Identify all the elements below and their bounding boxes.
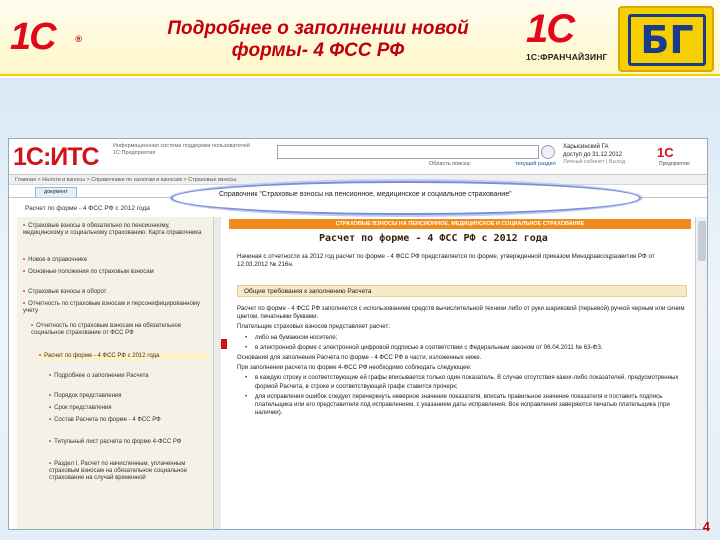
search-scope-label: Область поиска: [429,161,472,167]
slide-title-line2: формы- 4 ФСС РФ [231,40,405,61]
tree-item[interactable]: • Новое в справочнике [23,257,88,263]
body-list-item: • в электронной форме с электронной цифровой подписью в соответствии с Федеральным законом от 06.04.2011 № 63-ФЗ. [237,344,691,352]
body-paragraph: При заполнении расчета по форме 4-ФСС РФ необходимо соблюдать следующее: [237,364,472,372]
search-scope-link[interactable]: текущий раздел [515,161,556,167]
tree-item[interactable]: • Отчетность по страховым взносам и персонифицированному учету [23,301,200,314]
content-body [237,305,691,530]
tree-item[interactable]: • Срок представления [49,405,112,411]
user-name: Харысинский ГА [563,144,609,150]
tree-item[interactable]: • Состав Расчета по форме - 4 ФСС РФ [49,417,161,423]
tree-item-label: Новое в справочнике [28,257,88,263]
logo-franchise-mark: 1С [526,7,574,51]
slide-title-line1: Подробнее о заполнении новой [167,18,469,39]
search-icon[interactable] [541,145,555,159]
slide-title [118,18,518,62]
logo-1c-franchise [526,6,614,72]
tree-item-label: Раздел I. Расчет по начисленным, уплаченным страховым взносам на обязательное социальное страхование на случай временной [49,461,188,481]
tree-item-label: Основные положения по страховым взносам [28,269,154,275]
tree-item[interactable]: • Титульный лист расчета по форме 4-ФСС РФ [49,439,182,445]
current-position-marker [221,339,227,349]
contents-tree [17,217,217,530]
its-description: Информационная система поддержки пользователей 1С:Предприятия [113,143,250,156]
tree-item[interactable]: • Порядок представления [49,393,122,399]
tree-scrollbar[interactable] [213,217,221,530]
tree-item-label: Титульный лист расчета по форме 4-ФСС РФ [54,439,182,445]
logo-1c-enterprise: 1С [657,145,674,160]
tree-item[interactable]: • Отчетность по страховым взносам на обязательное социальное страхование от ФСС РФ [31,323,182,336]
document-title: Расчет по форме - 4 ФСС РФ с 2012 года [25,205,150,212]
its-screenshot [8,138,708,530]
account-links[interactable]: Личный кабинет | Выход [563,159,626,165]
its-logo[interactable]: 1С:ИТС [13,143,99,171]
its-header [9,139,708,175]
tree-item[interactable]: • Подробнее о заполнении Расчета [49,373,149,379]
tree-item-label: Срок представления [54,405,112,411]
search-input[interactable] [277,145,539,159]
logo-bg [618,6,714,72]
tree-item[interactable]: • Страховые взносы в оборот [23,289,107,295]
logo-1c-enterprise-caption: Предприятие [659,161,690,167]
tree-item[interactable]: • Основные положения по страховым взносам [23,269,154,275]
tree-item-label: Отчетность по страховым взносам и персонифицированному учету [23,301,200,314]
scrollbar-thumb[interactable] [698,221,706,261]
tree-item-label: Отчетность по страховым взносам на обязательное социальное страхование от ФСС РФ [31,323,182,336]
breadcrumb[interactable]: Главная > Налоги и взносы > Справочники по налогам и взносам > Страховые взносы [9,175,708,185]
callout-text: Справочник "Страховые взносы на пенсионное, медицинское и социальное страхование" [219,191,512,198]
tree-item[interactable]: • Страховые взносы в обязательно по пенсионному, медицинскому и социальному страхованию. Карта справочника [23,223,202,236]
content-scrollbar[interactable] [695,217,708,530]
tree-item-label: Расчет по форме - 4 ФСС РФ с 2012 года [44,353,160,359]
body-paragraph: Основания для заполнения Расчета по форме - 4 ФСС РФ в части, изложенных ниже. [237,354,482,362]
logo-bg-mark: БГ [628,14,706,66]
callout-cloud [171,181,641,215]
body-list-item: • в каждую строку и соответствующие ей графы вписывается только один показатель. В случае отсутствия каких-либо показателей, предусмотренных формой Расчета, в строке и соответствующей графе ставится прочерк; [237,374,691,390]
slide-header [0,0,720,76]
tree-item-label: Подробнее о заполнении Расчета [54,373,149,379]
page-number: 4 [702,519,710,534]
logo-1c-text: 1С [10,16,55,58]
content-intro: Начиная с отчетности за 2012 год расчет по форме - 4 ФСС РФ представляется по форме, утвержденной приказом Минздравсоцразвития РФ от 12.03.2012 № 216н. [237,253,655,268]
body-paragraph: Плательщик страховых взносов представляет расчет: [237,323,390,331]
section-heading: Общие требования к заполнению Расчета [237,285,687,297]
logo-franchise-caption: 1С:ФРАНЧАЙЗИНГ [526,52,608,62]
body-list-item: • либо на бумажном носителе; [237,334,691,342]
content-title: Расчет по форме - 4 ФСС РФ с 2012 года [319,233,548,244]
tree-item-selected[interactable]: • Расчет по форме - 4 ФСС РФ с 2012 года [39,353,209,360]
tree-item-label: Состав Расчета по форме - 4 ФСС РФ [54,417,161,423]
tab-document[interactable]: документ [35,187,77,197]
tree-item-label: Порядок представления [54,393,122,399]
tree-item[interactable]: • Раздел I. Расчет по начисленным, уплаченным страховым взносам на обязательное социальное страхование на случай временной [49,461,188,481]
user-info [563,143,622,159]
tree-item-label: Страховые взносы в обязательно по пенсионному, медицинскому и социальному страхованию. Карта справочника [23,223,202,236]
body-paragraph: Расчет по форме - 4 ФСС РФ заполняется с использованием средств вычислительной техники либо от руки шариковой (перьевой) ручкой черным или синим цветом, печатными буквами. [237,305,685,321]
content-banner: СТРАХОВЫЕ ВЗНОСЫ НА ПЕНСИОННОЕ, МЕДИЦИНСКОЕ И СОЦИАЛЬНОЕ СТРАХОВАНИЕ [229,219,691,229]
body-list-item: • для исправления ошибок следует перечеркнуть неверное значение показателя, вписать правильное значение показателя и поставить подпись плательщика или его представителя под исправлением, с указанием даты исправления. Все исправления заверяются печатью плательщика (при наличии). [237,393,691,418]
access-until: доступ до 31.12.2012 [563,152,623,158]
logo-1c: 1С ® [10,16,80,58]
tree-item-label: Страховые взносы в оборот [28,289,107,295]
